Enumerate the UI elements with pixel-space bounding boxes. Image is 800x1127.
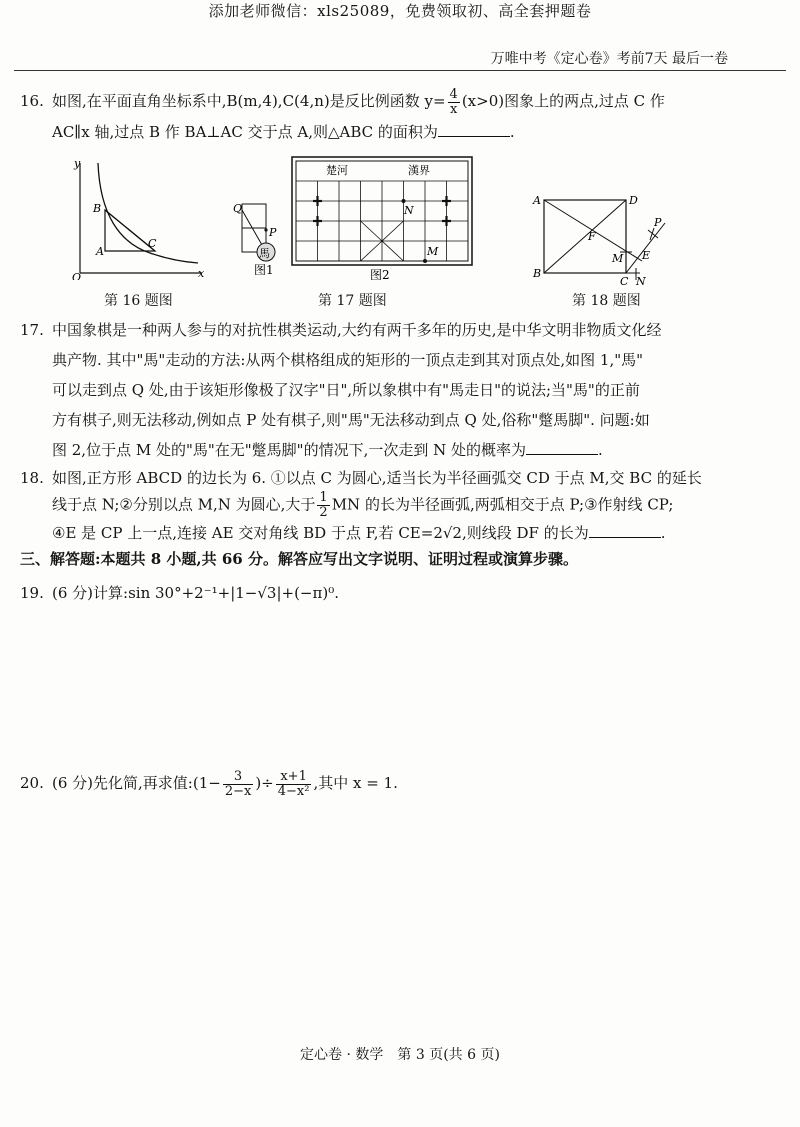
question-19 xyxy=(20,578,760,608)
section-3-heading: 三、解答题:本题共 8 小题,共 66 分。解答应写出文字说明、证明过程或演算步骤。 xyxy=(20,550,578,568)
fig1-label: 图1 xyxy=(254,263,274,275)
question-16: 16. 如图,在平面直角坐标系中,B(m,4),C(4,n)是反比例函数 y= $\frac{4}{x}$ (x>0)图象上的两点,过点 C 作 AC∥x 轴,过点 B 作 BA⊥AC 交于点 A,则△ABC 的面积为 . xyxy=(20,86,665,141)
q19-text: (6 分)计算:sin 30°+2⁻¹+|1−√3|+(−π)⁰. xyxy=(52,584,339,602)
figure-16 xyxy=(60,155,210,280)
q16-text-b: (x>0)图象上的两点,过点 C 作 xyxy=(461,92,665,110)
label-y: y xyxy=(74,157,81,170)
fig2-label: 图2 xyxy=(370,268,390,280)
label-M: M xyxy=(427,245,439,258)
question-number: 20. xyxy=(20,774,44,792)
q18-line-3: ④E 是 CP 上一点,连接 AE 交对角线 BD 于点 F,若 CE=2√2,则线段 DF 的长为 xyxy=(52,524,589,542)
header-rule xyxy=(14,70,786,71)
q18-line-1: 如图,正方形 ABCD 的边长为 6. ①以点 C 为圆心,适当长为半径画弧交 CD 于点 M,交 BC 的延长 xyxy=(52,469,702,487)
page-footer: 定心卷 · 数学 第 3 页(共 6 页) xyxy=(300,1047,500,1063)
q18-line-2a: 线于点 N;②分别以点 M,N 为圆心,大于 xyxy=(52,495,316,514)
question-18: 18. 如图,正方形 ABCD 的边长为 6. ①以点 C 为圆心,适当长为半径画弧交 CD 于点 M,交 BC 的延长 线于点 N;②分别以点 M,N 为圆心,大于 $\frac{1}{2}$ MN 的长为半径画弧,两弧相交于点 P;③作射线 CP; ④E 是 CP 上一点,连接 AE 交对角线 BD 于点 F,若 CE=2√2,则线段 DF 的长为 . xyxy=(20,465,760,546)
figure-17-1 xyxy=(228,200,288,275)
label-F: F xyxy=(588,230,596,243)
running-header: 万唯中考《定心卷》考前7天 最后一卷 xyxy=(490,51,728,67)
q17-line-2: 典产物. 其中"馬"走动的方法:从两个棋格组成的矩形的一顶点走到其对顶点处,如图 1,"馬" xyxy=(52,351,644,369)
label-A: A xyxy=(96,245,104,258)
question-20 xyxy=(20,768,760,799)
q18-fraction: $\frac{1}{2}$ xyxy=(319,490,328,520)
q16-text-a: 如图,在平面直角坐标系中,B(m,4),C(4,n)是反比例函数 y= xyxy=(52,92,446,110)
river-left: 楚河 xyxy=(326,164,348,177)
figure-18 xyxy=(530,190,680,285)
label-M: M xyxy=(612,252,624,265)
q16-fraction: $\frac{4}{x}$ xyxy=(449,86,458,117)
q20-fraction-2: $\frac{x+1}{\text{4−x²}}$ xyxy=(277,768,310,799)
fig17-caption: 第 17 题图 xyxy=(318,293,387,309)
q17-line-1: 中国象棋是一种两人参与的对抗性棋类运动,大约有两千多年的历史,是中华文明非物质文化经 xyxy=(52,321,662,339)
label-C: C xyxy=(620,275,629,285)
label-N: N xyxy=(636,275,646,285)
promo-note: 添加老师微信：xls25089，免费领取初、高全套押题卷 xyxy=(208,2,592,20)
label-N: N xyxy=(404,204,414,217)
label-C: C xyxy=(148,237,157,250)
q16-line2: AC∥x 轴,过点 B 作 BA⊥AC 交于点 A,则△ABC 的面积为 xyxy=(52,122,438,141)
figure-17-2 xyxy=(290,155,475,280)
fig16-caption: 第 16 题图 xyxy=(104,293,173,309)
ma-char: 馬 xyxy=(259,247,270,260)
label-Q: Q xyxy=(233,202,243,215)
q17-line-4: 方有棋子,则无法移动,例如点 P 处有棋子,则"馬"无法移动到点 Q 处,俗称"蹩馬脚". 问题:如 xyxy=(52,411,650,429)
label-D: D xyxy=(629,194,638,207)
label-P: P xyxy=(269,226,277,239)
q17-line-3: 可以走到点 Q 处,由于该矩形像极了汉字"日",所以象棋中有"馬走日"的说法;当"馬"的正前 xyxy=(52,381,640,399)
q20-fraction-1: $\frac{3}{2-x}$ xyxy=(224,768,252,799)
question-17: 17. 中国象棋是一种两人参与的对抗性棋类运动,大约有两千多年的历史,是中华文明非物质文化经 典产物. 其中"馬"走动的方法:从两个棋格组成的矩形的一顶点走到其对顶点处,如图 1,"馬" 可以走到点 Q 处,由于该矩形像极了汉字"日",所以象棋中有"馬走日"的说法;当"馬"的正前 方有棋子,则无法移动,例如点 P 处有棋子,则"馬"无法移动到点 Q 处,俗称"蹩馬脚". 问题:如 图 2,位于点 M 处的"馬"在无"蹩馬脚"的情况下,一次走到 N 处的概率为 . xyxy=(20,315,760,465)
label-B: B xyxy=(93,202,102,215)
question-number: 18. xyxy=(20,469,44,487)
question-number: 19. xyxy=(20,584,44,602)
river-right: 漢界 xyxy=(408,164,430,177)
label-O: O xyxy=(72,271,82,280)
label-E: E xyxy=(642,249,651,262)
answer-blank xyxy=(589,523,661,538)
label-A: A xyxy=(533,194,541,207)
q20-text-b: )÷ xyxy=(255,774,274,792)
label-x: x xyxy=(198,267,205,280)
label-B: B xyxy=(533,267,542,280)
q20-text-c: ,其中 x = 1. xyxy=(313,774,398,792)
answer-blank xyxy=(438,122,510,137)
question-number: 16. xyxy=(20,92,44,110)
answer-blank xyxy=(526,440,598,455)
q18-line-2b: MN 的长为半径画弧,两弧相交于点 P;③作射线 CP; xyxy=(331,495,674,514)
label-P: P xyxy=(654,216,662,229)
q17-line-5: 图 2,位于点 M 处的"馬"在无"蹩馬脚"的情况下,一次走到 N 处的概率为 xyxy=(52,441,527,459)
fig18-caption: 第 18 题图 xyxy=(572,293,641,309)
question-number: 17. xyxy=(20,321,44,339)
q20-text-a: (6 分)先化简,再求值:(1− xyxy=(52,774,221,792)
